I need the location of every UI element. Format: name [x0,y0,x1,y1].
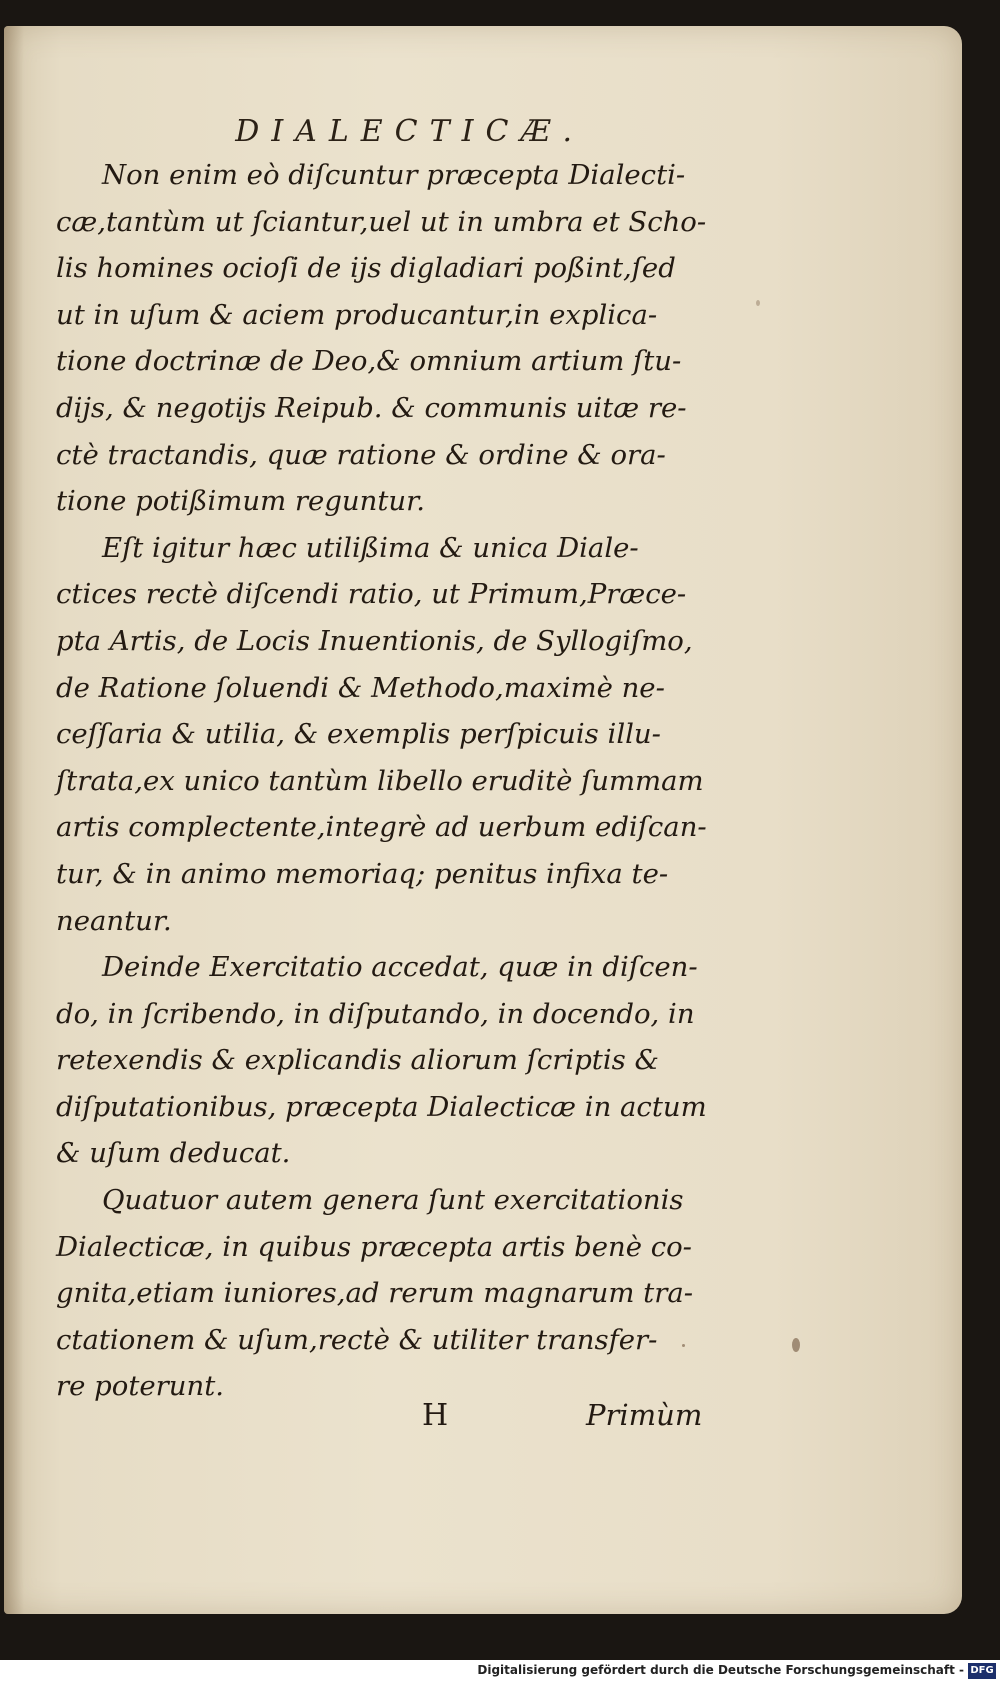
text-line: tur, & in animo memoriaq; penitus infixa te- [56,857,669,890]
funding-credit: Digitalisierung gefördert durch die Deutsche Forschungsgemeinschaft - [477,1663,964,1677]
paragraph-2 [56,525,736,944]
text-line: tione doctrinæ de Deo,& omnium artium ſtu- [56,345,682,378]
text-line: ctices rectè diſcendi ratio, ut Primum,Præce- [56,578,687,611]
text-line: ut in uſum & aciem producantur,in explica- [56,298,658,331]
text-line: & uſum deducat. [56,1137,291,1170]
text-line: pta Artis, de Locis Inuentionis, de Syllogiſmo, [56,624,693,657]
text-line: re poterunt. [56,1370,225,1403]
paragraph-4 [56,1177,736,1410]
book-page [4,26,962,1614]
text-line: Eſt igitur hæc utilißima & unica Diale- [102,531,639,564]
credit-bar [0,1660,1000,1684]
text-block [56,152,736,1410]
text-line: Dialecticæ, in quibus præcepta artis benè co- [56,1230,692,1263]
text-line: artis complectente,integrè ad uerbum ediſcan- [56,811,707,844]
text-line: ctationem & uſum,rectè & utiliter transfer- [56,1323,658,1356]
text-line: retexendis & explicandis aliorum ſcriptis & [56,1044,659,1077]
text-line: ctè tractandis, quæ ratione & ordine & ora- [56,438,666,471]
paragraph-3 [56,944,736,1177]
text-line: tione potißimum reguntur. [56,485,425,518]
text-line: dijs, & negotijs Reipub. & communis uitæ re- [56,391,687,424]
text-line: gnita,etiam iuniores,ad rerum magnarum tra- [56,1277,694,1310]
paragraph-1 [56,152,736,525]
text-line: lis homines ocioſi de ijs digladiari poßint,ſed [56,252,676,285]
text-line: Non enim eò diſcuntur præcepta Dialecti- [102,159,686,191]
text-line: diſputationibus, præcepta Dialecticæ in actum [56,1090,707,1123]
dfg-logo: DFG [968,1663,996,1679]
ink-speck [792,1338,800,1352]
text-line: ſtrata,ex unico tantùm libello eruditè ſummam [56,764,704,797]
text-line: de Ratione ſoluendi & Methodo,maximè ne- [56,671,665,704]
text-line: do, in ſcribendo, in diſputando, in docendo, in [56,997,695,1030]
running-head: DIALECTICÆ. [235,114,584,149]
signature-mark: H [422,1398,449,1433]
text-line: cæ,tantùm ut ſciantur,uel ut in umbra et Scho- [56,205,707,238]
ink-speck [756,300,760,306]
text-line: Deinde Exercitatio accedat, quæ in diſcen- [102,951,698,984]
text-line: Quatuor autem genera ſunt exercitationis [102,1184,684,1217]
page-gutter-shadow [4,26,24,1614]
catchword: Primùm [586,1398,703,1432]
ink-speck [682,1344,685,1347]
text-line: neantur. [56,904,172,937]
page-footer [4,1398,962,1448]
text-line: ceſſaria & utilia, & exemplis perſpicuis illu- [56,718,661,751]
